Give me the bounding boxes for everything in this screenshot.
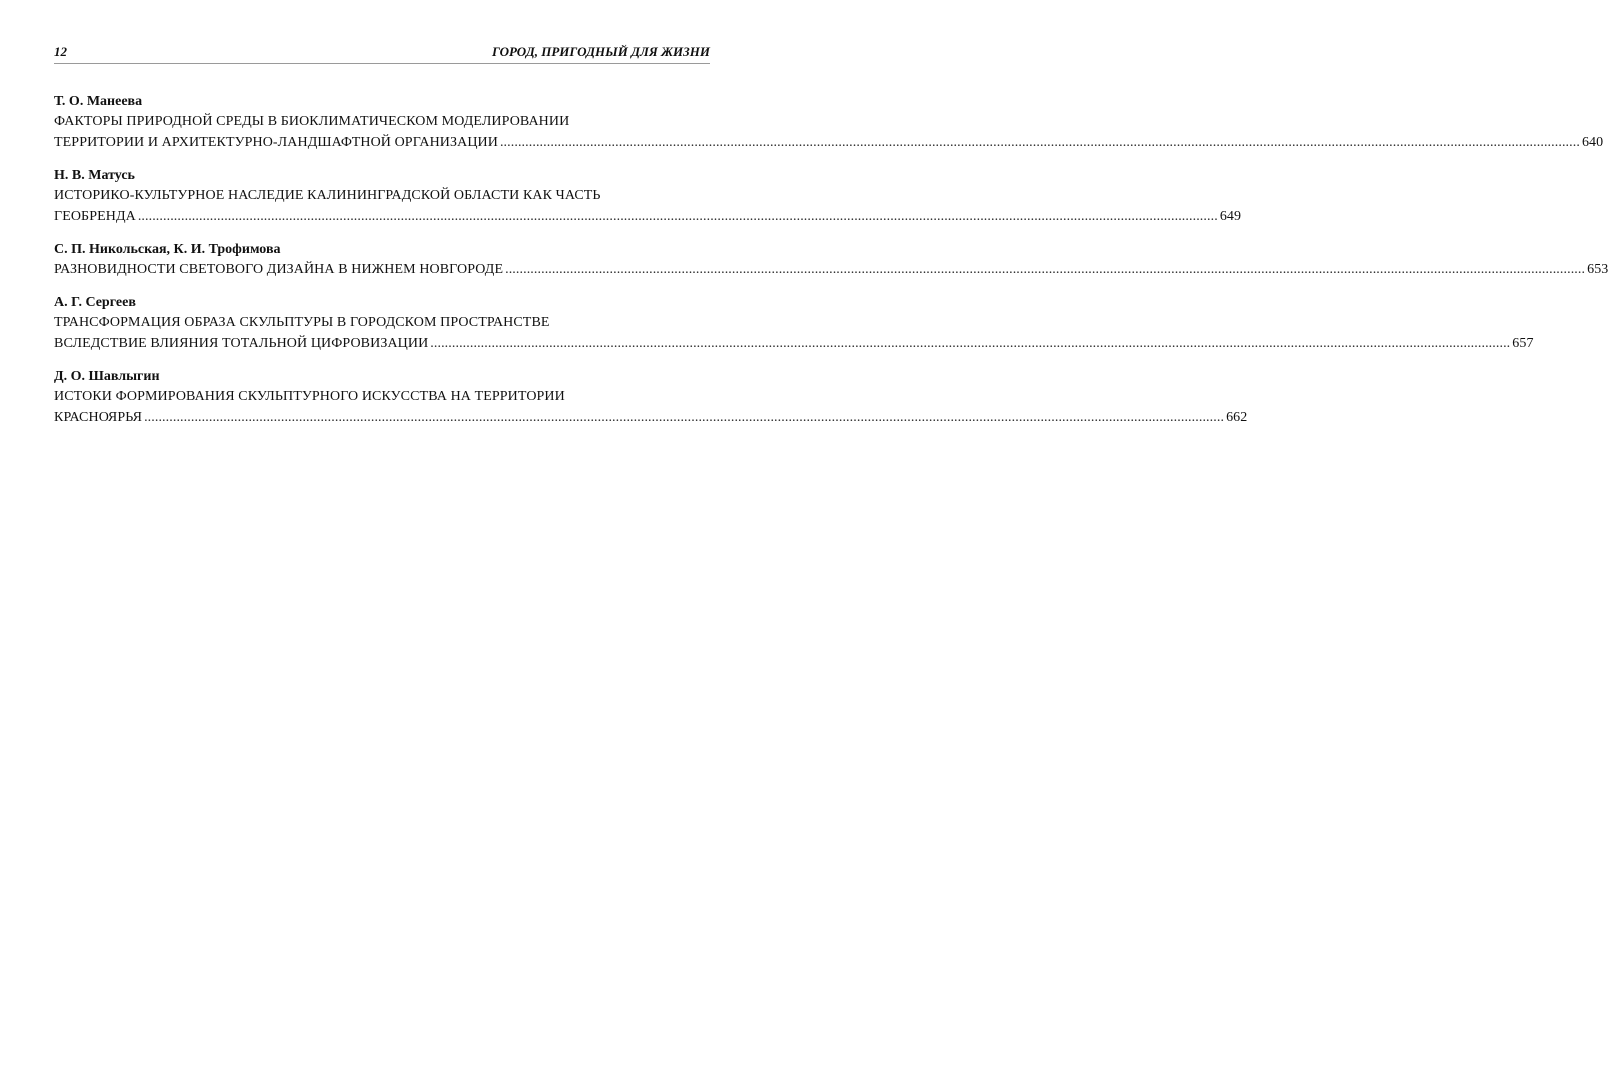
- toc-entry: [54, 92, 1604, 153]
- entry-title-line: ИСТОРИКО-КУЛЬТУРНОЕ НАСЛЕДИЕ КАЛИНИНГРАДСКОЙ ОБЛАСТИ КАК ЧАСТЬ: [54, 188, 601, 203]
- entry-title-last-line: [54, 407, 1248, 428]
- dot-leader: ............................................................................................................................................................................................................................................................................................................: [430, 336, 1511, 351]
- dot-leader: ............................................................................................................................................................................................................................................................................................................: [505, 262, 1586, 277]
- entry-title-text: КРАСНОЯРЬЯ: [54, 410, 143, 425]
- entry-title-last-line: [54, 206, 1242, 227]
- toc-entry: [54, 166, 1242, 227]
- dot-leader: ............................................................................................................................................................................................................................................................................................................: [137, 209, 1218, 224]
- entry-page-number: 662: [1226, 410, 1248, 425]
- entry-page-number: 653: [1587, 262, 1608, 277]
- entry-title-line: ИСТОКИ ФОРМИРОВАНИЯ СКУЛЬПТУРНОГО ИСКУССТВА НА ТЕРРИТОРИИ: [54, 389, 565, 404]
- entry-page-number: 657: [1512, 336, 1534, 351]
- entry-title-last-line: [54, 333, 1534, 354]
- entry-title-last-line: [54, 132, 1604, 153]
- entry-title-text: ГЕОБРЕНДА: [54, 209, 136, 224]
- toc-entry: [54, 293, 1534, 354]
- dot-leader: ............................................................................................................................................................................................................................................................................................................: [144, 410, 1225, 425]
- entry-title-text: ВСЛЕДСТВИЕ ВЛИЯНИЯ ТОТАЛЬНОЙ ЦИФРОВИЗАЦИИ: [54, 336, 429, 351]
- page-header: [54, 44, 710, 62]
- entry-authors: Н. В. Матусь: [54, 168, 135, 183]
- entry-authors: А. Г. Сергеев: [54, 295, 136, 310]
- dot-leader: ............................................................................................................................................................................................................................................................................................................: [499, 135, 1580, 150]
- entry-title-line: ФАКТОРЫ ПРИРОДНОЙ СРЕДЫ В БИОКЛИМАТИЧЕСКОМ МОДЕЛИРОВАНИИ: [54, 114, 570, 129]
- entry-authors: С. П. Никольская, К. И. Трофимова: [54, 242, 281, 257]
- page-number: 12: [54, 44, 67, 59]
- toc-entry: [54, 240, 1608, 280]
- entry-page-number: 640: [1581, 135, 1604, 150]
- toc-entry: [54, 367, 1248, 428]
- entry-title-text: РАЗНОВИДНОСТИ СВЕТОВОГО ДИЗАЙНА В НИЖНЕМ НОВГОРОДЕ: [54, 262, 504, 277]
- header-divider: [54, 63, 710, 64]
- entry-title-line: ТРАНСФОРМАЦИЯ ОБРАЗА СКУЛЬПТУРЫ В ГОРОДСКОМ ПРОСТРАНСТВЕ: [54, 315, 550, 330]
- entry-title-text: ТЕРРИТОРИИ И АРХИТЕКТУРНО-ЛАНДШАФТНОЙ ОРГАНИЗАЦИИ: [54, 135, 498, 150]
- entry-page-number: 649: [1219, 209, 1242, 224]
- entry-authors: Т. О. Манеева: [54, 94, 143, 109]
- entry-title-last-line: [54, 259, 1608, 280]
- table-of-contents: [54, 92, 1608, 441]
- running-title: ГОРОД, ПРИГОДНЫЙ ДЛЯ ЖИЗНИ: [491, 44, 710, 59]
- entry-authors: Д. О. Шавлыгин: [54, 369, 160, 384]
